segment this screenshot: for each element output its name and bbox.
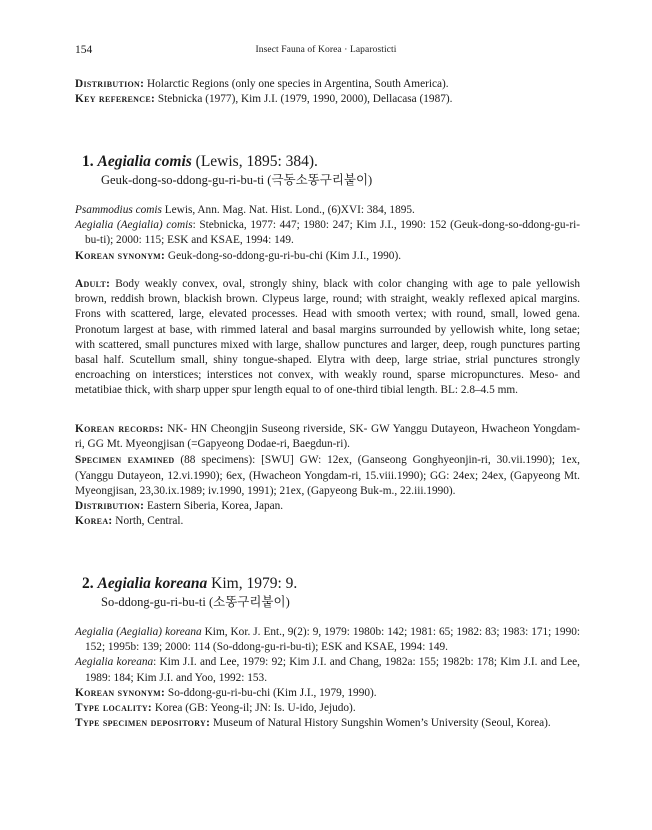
synonym-subgenus: (Aegialia) bbox=[116, 219, 163, 232]
synonym-citation: : Stebnicka, 1977: 447; 1980: 247; Kim J.I., 1990: 152 (Geuk-dong-so-ddong-gu-ri-bu-ti); 2000: 115; ESK and KSAE, 1994: 149. bbox=[85, 219, 580, 247]
distribution-line bbox=[75, 499, 580, 514]
korea-line bbox=[75, 514, 580, 529]
korea-text: North, Central. bbox=[112, 515, 184, 528]
distribution-text: Holarctic Regions (only one species in Argentina, South America). bbox=[144, 78, 449, 90]
korean-synonym-text: So-ddong-gu-ri-bu-chi (Kim J.I., 1979, 1990). bbox=[165, 686, 377, 699]
type-depository-text: Museum of Natural History Sungshin Women’s University (Seoul, Korea). bbox=[210, 717, 551, 730]
key-reference-line bbox=[75, 92, 580, 107]
synonym-citation: : Kim J.I. and Lee, 1979: 92; Kim J.I. and Chang, 1982a: 155; 1982b: 178; Kim J.I. and Lee, 1989: 184; Kim J.I. and Yoo, 1992: 153. bbox=[85, 656, 581, 684]
korean-synonym-label: Korean synonym: bbox=[75, 686, 166, 699]
synonym-entry bbox=[75, 625, 580, 655]
korean-synonym-line bbox=[75, 686, 580, 701]
adult-text: Body weakly convex, oval, strongly shiny, black with color changing with age to pale yellowish brown, reddish brown, blackish brown. Clypeus large, round; with straight, weakly reflexed apical margins. Frons with scattered, large, elevated processes. Head with smooth vertex; with round, small, lowed gena. Pronotum largest at base, with rimmed lateral and basal margins surrounded by yellowish white, long setae; with scattered, small punctures mixed with large, shallow punctures and larger, deep, rough punctures parting basal half. Scutellum small, shiny tongue-shaped. Elytra with deep, large striae, strial punctures strongly encroaching on interstices; interstices not convex, with weakly round, sparse micropunctures. Meso- and metatibiae thick, with sharp upper spur length equal to of one-third tibial length. BL: 2.8–4.5 mm. bbox=[75, 278, 580, 397]
type-locality-text: Korea (GB: Yeong-il; JN: Is. U-ido, Jejudo). bbox=[152, 702, 356, 715]
species-number: 1. bbox=[82, 153, 94, 170]
running-title: Insect Fauna of Korea · Laparosticti bbox=[255, 45, 397, 55]
korean-records-label: Korean records: bbox=[75, 423, 164, 435]
species-author: (Lewis, 1895: 384). bbox=[191, 153, 318, 170]
synonym-entry bbox=[75, 655, 580, 685]
synonymy-block bbox=[75, 625, 580, 731]
key-reference-text: Stebnicka (1977), Kim J.I. (1979, 1990, 2000), Dellacasa (1987). bbox=[155, 93, 453, 106]
korean-synonym-label: Korean synonym: bbox=[75, 249, 166, 262]
species-heading bbox=[82, 574, 297, 593]
distribution-text: Eastern Siberia, Korea, Japan. bbox=[144, 500, 284, 513]
type-depository-label: Type specimen depository: bbox=[75, 717, 211, 730]
synonym-name: Psammodius comis bbox=[75, 204, 162, 216]
korean-synonym-line bbox=[75, 249, 580, 264]
specimen-examined-line bbox=[75, 453, 580, 499]
synonym-citation: Lewis, Ann. Mag. Nat. Hist. Lond., (6)XVI: 384, 1895. bbox=[161, 204, 415, 216]
species-author: Kim, 1979: 9. bbox=[207, 575, 298, 592]
species-heading bbox=[82, 152, 318, 171]
korean-records-line bbox=[75, 422, 580, 452]
adult-description bbox=[75, 277, 580, 399]
synonym-entry bbox=[75, 218, 580, 248]
records-block bbox=[75, 422, 580, 529]
synonym-citation: Kim, Kor. J. Ent., 9(2): 9, 1979: 1980b: 142; 1981: 65; 1982: 83; 1983: 171; 1990: 152; 1995b: 139; 2000: 114 (So-ddong-gu-ri-bu-ti); ESK and KSAE, 1994: 149. bbox=[85, 626, 581, 654]
distribution-line bbox=[75, 77, 580, 92]
species-name: Aegialia koreana bbox=[97, 575, 208, 592]
key-reference-label: Key reference: bbox=[75, 93, 156, 106]
synonym-epithet: comis bbox=[166, 219, 193, 232]
type-locality-label: Type locality: bbox=[75, 702, 152, 715]
korean-synonym-text: Geuk-dong-so-ddong-gu-ri-bu-chi (Kim J.I., 1990). bbox=[165, 249, 402, 262]
species-name: Aegialia comis bbox=[97, 153, 192, 170]
genus-info-block bbox=[75, 77, 580, 107]
synonym-genus: Aegialia bbox=[75, 626, 114, 638]
synonym-epithet: koreana bbox=[165, 626, 202, 638]
specimen-examined-text: (88 specimens): [SWU] GW: 12ex, (Ganseong Gonghyeonjin-ri, 30.vii.1990); 1ex, (Yanggu Dutayeon, 12.vi.1990); 6ex, (Hwacheon Yongdam-ri, 15.viii.1990); GG: 24ex; 24ex, (Gapyeong Mt. Myeongjisan, 23,30.ix.1989; iv.1990, 1991); 21ex, (Gapyeong Buk-m., 22.iii.1990). bbox=[75, 454, 580, 497]
distribution-label: Distribution: bbox=[75, 78, 145, 90]
specimen-examined-label: Specimen examined bbox=[75, 454, 175, 467]
synonym-subgenus: (Aegialia) bbox=[116, 626, 163, 638]
adult-paragraph bbox=[75, 277, 580, 399]
korean-common-name: Geuk-dong-so-ddong-gu-ri-bu-ti (극동소똥구리붙이) bbox=[101, 173, 373, 187]
synonym-genus: Aegialia bbox=[75, 219, 114, 232]
korea-label: Korea: bbox=[75, 515, 113, 528]
type-depository-line bbox=[75, 716, 580, 731]
adult-label: Adult: bbox=[75, 278, 111, 290]
type-locality-line bbox=[75, 701, 580, 716]
species-number: 2. bbox=[82, 575, 94, 592]
korean-common-name: So-ddong-gu-ri-bu-ti (소똥구리붙이) bbox=[101, 595, 290, 609]
synonymy-block bbox=[75, 203, 580, 264]
synonym-name: Aegialia koreana bbox=[75, 656, 154, 669]
synonym-entry bbox=[75, 203, 580, 218]
korean-records-text: NK- HN Cheongjin Suseong riverside, SK- GW Yanggu Dutayeon, Hwacheon Yongdam-ri, GG Mt. Myeongjisan (=Gapyeong Dodae-ri, Baegdun-ri). bbox=[75, 423, 580, 451]
distribution-label: Distribution: bbox=[75, 500, 145, 513]
page-number: 154 bbox=[75, 44, 93, 56]
